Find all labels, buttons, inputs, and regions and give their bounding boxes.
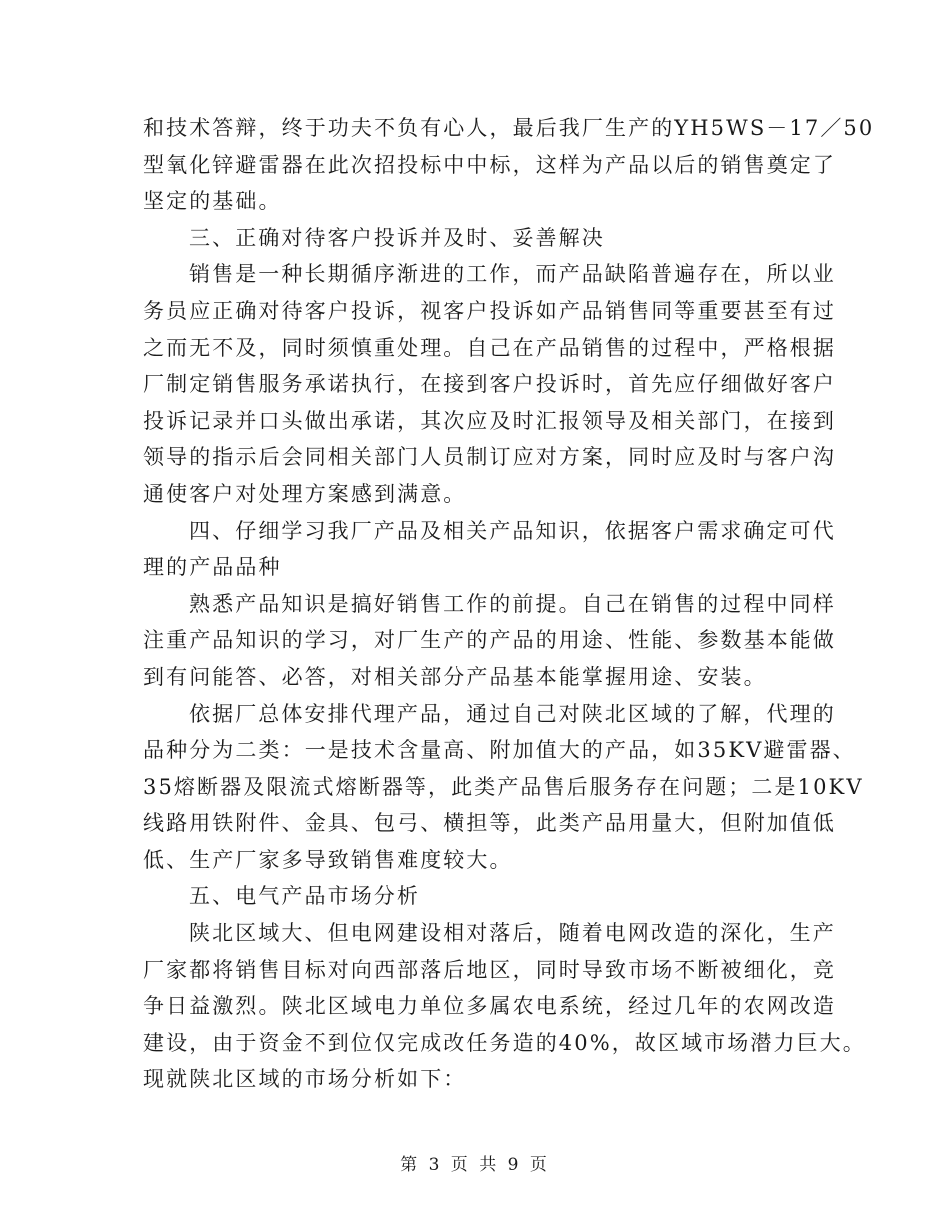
section-heading: 四、仔细学习我厂产品及相关产品知识，依据客户需求确定可代 (189, 518, 836, 543)
text-line: 线路用铁附件、金具、包弓、横担等，此类产品用量大，但附加值低 (143, 811, 836, 836)
text-line: 型氧化锌避雷器在此次招投标中中标，这样为产品以后的销售奠定了 (143, 152, 836, 177)
text-line: 注重产品知识的学习，对厂生产的产品的用途、性能、参数基本能做 (143, 628, 836, 653)
section-heading: 三、正确对待客户投诉并及时、妥善解决 (189, 225, 605, 250)
text-line: 争日益激烈。陕北区域电力单位多属农电系统，经过几年的农网改造 (143, 994, 836, 1019)
text-line: 厂制定销售服务承诺执行，在接到客户投诉时，首先应仔细做好客户 (143, 372, 836, 397)
text-line: 建设，由于资金不到位仅完成改任务造的40%，故区域市场潜力巨大。 (143, 1030, 866, 1055)
text-line: 陕北区域大、但电网建设相对落后，随着电网改造的深化，生产 (189, 921, 836, 946)
text-line: 通使客户对处理方案感到满意。 (143, 481, 467, 506)
text-line: 务员应正确对待客户投诉，视客户投诉如产品销售同等重要甚至有过 (143, 298, 836, 323)
text-line: 坚定的基础。 (143, 189, 282, 214)
text-line: 现就陕北区域的市场分析如下： (143, 1067, 467, 1092)
text-line: 依据厂总体安排代理产品，通过自己对陕北区域的了解，代理的 (189, 701, 836, 726)
text-line: 低、生产厂家多导致销售难度较大。 (143, 847, 513, 872)
text-line: 熟悉产品知识是搞好销售工作的前提。自己在销售的过程中同样 (189, 591, 836, 616)
page-footer: 第 3 页 共 9 页 (400, 1155, 550, 1175)
text-line: 投诉记录并口头做出承诺，其次应及时汇报领导及相关部门，在接到 (143, 408, 836, 433)
text-line: 品种分为二类：一是技术含量高、附加值大的产品，如35KV避雷器、 (143, 738, 856, 763)
text-line: 销售是一种长期循序渐进的工作，而产品缺陷普遍存在，所以业 (189, 262, 836, 287)
section-heading-continued: 理的产品品种 (143, 555, 282, 580)
text-line: 和技术答辩，终于功夫不负有心人，最后我厂生产的YH5WS－17／50 (143, 116, 875, 140)
text-line: 厂家都将销售目标对向西部落后地区，同时导致市场不断被细化，竞 (143, 957, 836, 982)
document-body (143, 110, 875, 1098)
text-line: 到有问能答、必答，对相关部分产品基本能掌握用途、安装。 (143, 664, 767, 689)
section-heading: 五、电气产品市场分析 (189, 884, 420, 909)
text-line: 35熔断器及限流式熔断器等，此类产品售后服务存在问题；二是10KV (143, 774, 864, 799)
text-line: 之而无不及，同时须慎重处理。自己在产品销售的过程中，严格根据 (143, 335, 836, 360)
text-line: 领导的指示后会同相关部门人员制订应对方案，同时应及时与客户沟 (143, 445, 836, 470)
